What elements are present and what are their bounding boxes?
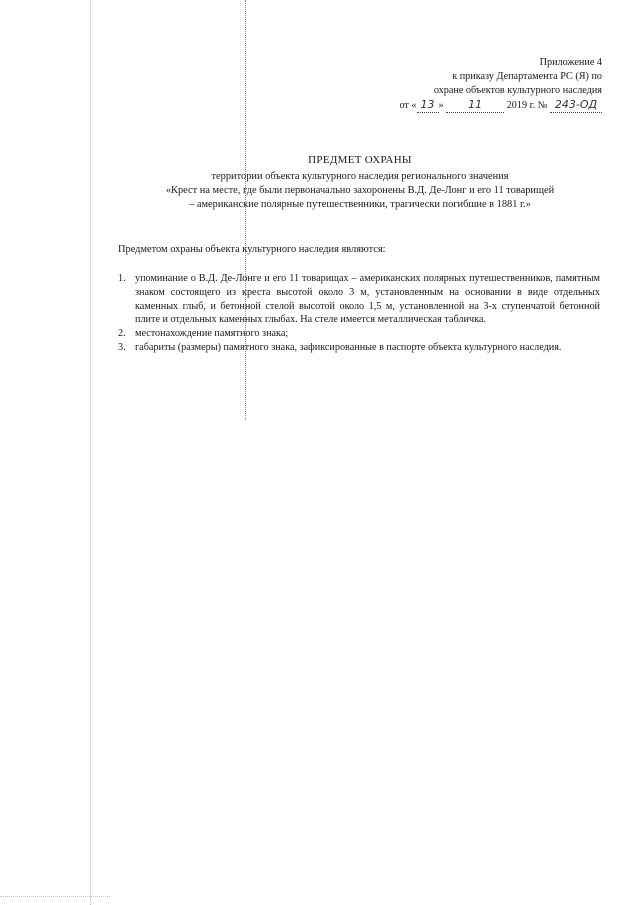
appendix-order-ref: к приказу Департамента РС (Я) по xyxy=(452,71,602,82)
date-day: 13 xyxy=(417,98,439,113)
appendix-department: охране объектов культурного наследия xyxy=(433,85,602,96)
title-object-name: «Крест на месте, где были первоначально захоронены В.Д. Де-Лонг и его 11 товарищей xyxy=(165,185,555,196)
order-number: 243-ОД xyxy=(550,98,602,113)
date-prefix: от « xyxy=(399,100,417,111)
list-item xyxy=(118,327,600,341)
list-item-text: габариты (размеры) памятного знака, зафиксированные в паспорте объекта культурного наследия. xyxy=(135,341,562,353)
list-item-number: 1. xyxy=(118,273,126,284)
list-item xyxy=(118,272,600,327)
date-month: 11 xyxy=(446,98,504,113)
list-item-text: местонахождение памятного знака; xyxy=(135,328,289,340)
appendix-date-line xyxy=(342,98,602,113)
list-item-text: упоминание о В.Д. Де-Лонге и его 11 товарищах – американских полярных путешественников, памятным знаком состоящего из креста высотой около 3 м, установленным на основании в виде отдельных каменных глыб, и бетонной стелой высотой около 1,5 м, установленной на 3-х ступенчатой бетонной плите и отдельных каменных глыбах. На стеле имеется металлическая табличка. xyxy=(135,273,600,326)
protection-list xyxy=(118,272,600,355)
title-object-name-cont: – американские полярные путешественники, трагически погибшие в 1881 г.» xyxy=(189,199,531,210)
scan-artifact-left xyxy=(90,0,91,905)
document-title: ПРЕДМЕТ ОХРАНЫ xyxy=(308,154,412,166)
date-year: 2019 г. № xyxy=(506,100,548,111)
title-block xyxy=(100,153,620,212)
intro-paragraph: Предметом охраны объекта культурного наследия являются: xyxy=(118,244,386,255)
list-item-number: 3. xyxy=(118,341,126,353)
date-mid: » xyxy=(438,100,444,111)
title-subtitle: территории объекта культурного наследия регионального значения xyxy=(211,171,509,182)
list-item-number: 2. xyxy=(118,328,126,340)
appendix-header xyxy=(342,56,602,113)
list-item xyxy=(118,341,600,355)
appendix-number: Приложение 4 xyxy=(539,57,602,68)
scan-artifact-bottom xyxy=(0,896,110,897)
